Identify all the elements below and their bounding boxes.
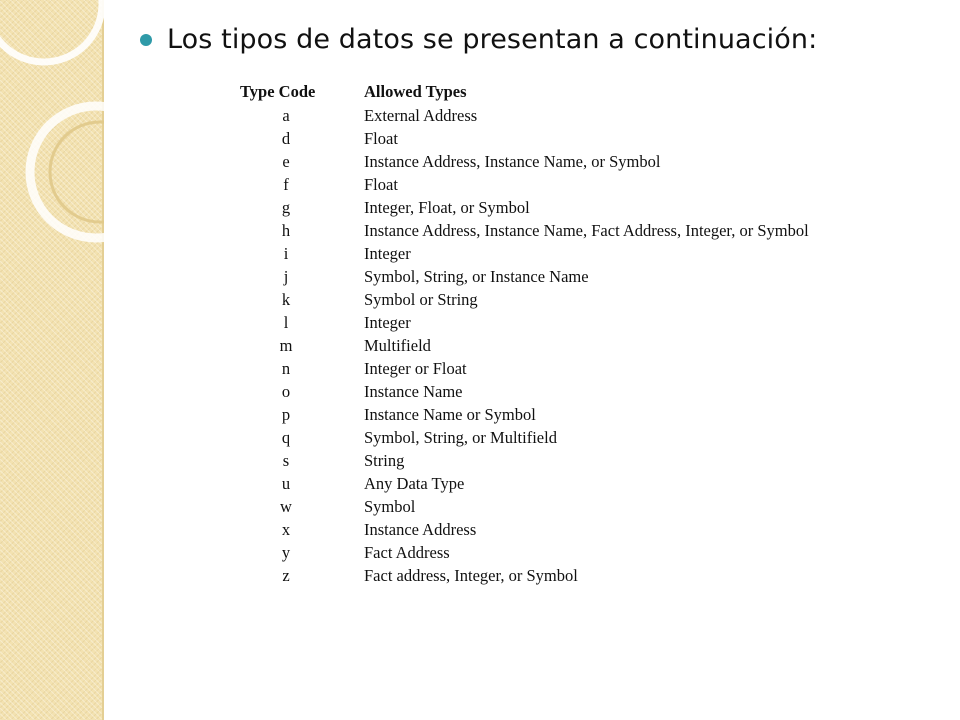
type-code-cell: w: [280, 496, 292, 516]
table-body: [236, 104, 809, 587]
allowed-types-cell: Integer, Float, or Symbol: [364, 197, 530, 217]
table-row: [236, 564, 809, 587]
type-code-cell: p: [281, 404, 291, 424]
header-type-code: Type Code: [240, 82, 316, 101]
allowed-types-cell: Integer: [364, 312, 411, 332]
type-code-cell: a: [282, 105, 290, 125]
allowed-types-cell: Symbol, String, or Multifield: [364, 427, 557, 447]
type-code-cell: s: [282, 450, 290, 470]
allowed-types-cell: String: [364, 450, 405, 470]
type-code-cell: j: [283, 266, 289, 286]
bullet-dot-icon: [140, 34, 152, 46]
top-ring: [0, 0, 102, 62]
type-code-cell: u: [281, 473, 291, 493]
table-row: [236, 449, 809, 472]
allowed-types-cell: Integer: [364, 243, 411, 263]
table-header-row: [236, 80, 809, 104]
allowed-types-cell: Symbol or String: [364, 289, 478, 309]
header-allowed-types: Allowed Types: [364, 82, 467, 101]
decorative-rings-graphic: [0, 0, 104, 720]
allowed-types-cell: Fact Address: [364, 542, 450, 562]
table-row: [236, 518, 809, 541]
table-row: [236, 357, 809, 380]
allowed-types-cell: Instance Address, Instance Name, Fact Address, Integer, or Symbol: [364, 220, 809, 240]
allowed-types-cell: Fact address, Integer, or Symbol: [364, 565, 578, 585]
table-row: [236, 196, 809, 219]
type-code-cell: g: [281, 197, 291, 217]
table-row: [236, 403, 809, 426]
table-row: [236, 150, 809, 173]
allowed-types-cell: Instance Name or Symbol: [364, 404, 536, 424]
type-code-cell: y: [281, 542, 291, 562]
type-code-cell: d: [281, 128, 291, 148]
middle-ring-outer: [30, 106, 104, 238]
table-row: [236, 541, 809, 564]
table-row: [236, 265, 809, 288]
bullet-point: [140, 24, 817, 55]
allowed-types-cell: Float: [364, 128, 398, 148]
table-row: [236, 426, 809, 449]
type-code-cell: f: [283, 174, 289, 194]
table-row: [236, 288, 809, 311]
type-code-cell: h: [281, 220, 291, 240]
table-row: [236, 104, 809, 127]
table-row: [236, 334, 809, 357]
table-row: [236, 380, 809, 403]
decorative-side-strip: [0, 0, 104, 720]
type-code-cell: x: [281, 519, 291, 539]
allowed-types-cell: Multifield: [364, 335, 431, 355]
type-code-cell: q: [281, 427, 291, 447]
allowed-types-cell: Symbol: [364, 496, 416, 516]
table-row: [236, 495, 809, 518]
table-row: [236, 173, 809, 196]
bullet-text: Los tipos de datos se presentan a continuación:: [167, 24, 818, 55]
table-row: [236, 219, 809, 242]
type-code-cell: k: [281, 289, 291, 309]
type-code-cell: n: [281, 358, 291, 378]
allowed-types-cell: Instance Name: [364, 381, 463, 401]
allowed-types-cell: Integer or Float: [364, 358, 467, 378]
allowed-types-cell: Any Data Type: [364, 473, 465, 493]
table-row: [236, 311, 809, 334]
type-code-cell: i: [283, 243, 289, 263]
allowed-types-cell: External Address: [364, 105, 478, 125]
allowed-types-cell: Symbol, String, or Instance Name: [364, 266, 589, 286]
type-code-cell: m: [279, 335, 293, 355]
type-code-cell: e: [282, 151, 290, 171]
middle-ring-inner: [50, 122, 104, 222]
type-code-table: [236, 80, 809, 587]
allowed-types-cell: Float: [364, 174, 398, 194]
allowed-types-cell: Instance Address: [364, 519, 477, 539]
type-code-cell: z: [282, 565, 290, 585]
table-row: [236, 242, 809, 265]
allowed-types-cell: Instance Address, Instance Name, or Symbol: [364, 151, 661, 171]
type-code-cell: o: [281, 381, 291, 401]
table-row: [236, 472, 809, 495]
table-row: [236, 127, 809, 150]
type-code-cell: l: [283, 312, 289, 332]
